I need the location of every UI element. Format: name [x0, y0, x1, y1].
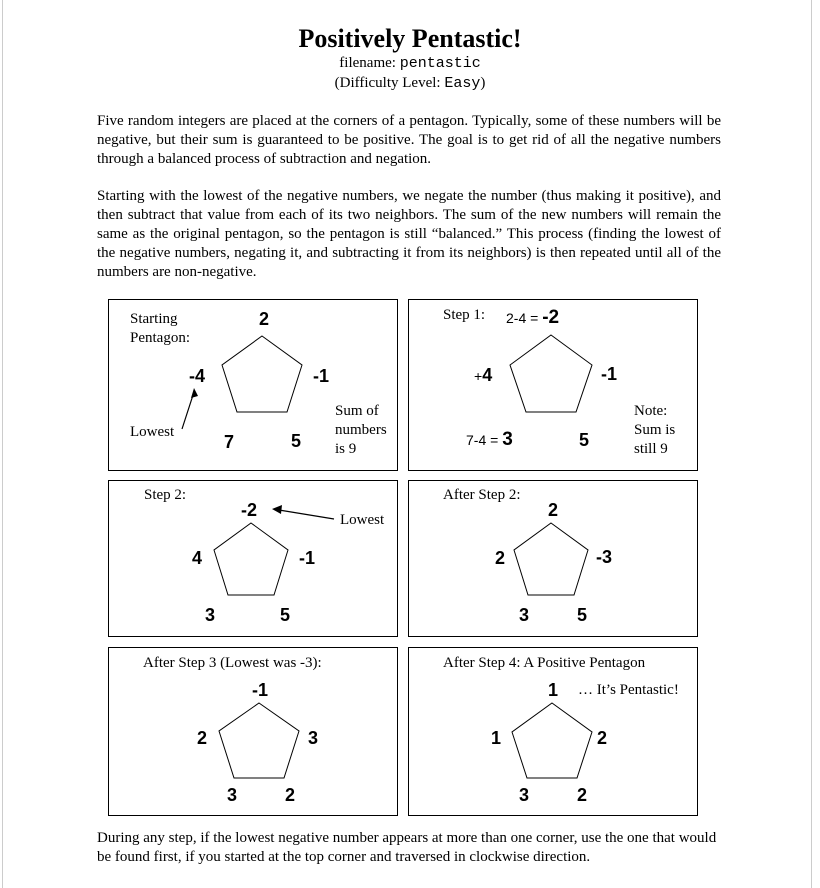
panel-label: After Step 3 (Lowest was -3): [143, 655, 322, 671]
difficulty-value: Easy [444, 75, 481, 92]
panel-label: After Step 4: A Positive Pentagon [443, 655, 646, 671]
sum-note: numbers [335, 422, 387, 438]
corner-bottom-left: 3 [519, 785, 530, 805]
corner-bottom-left: 3 [227, 785, 238, 805]
lowest-label: Lowest [130, 424, 175, 440]
sum-note: Sum is [634, 422, 676, 438]
tagline: … It’s Pentastic! [578, 682, 679, 698]
panel-starting-pentagon [108, 299, 398, 471]
arrow-head-icon [191, 388, 198, 398]
corner-right: -1 [299, 548, 316, 568]
lowest-arrow [279, 510, 334, 519]
corner-bottom-right: 5 [579, 430, 590, 450]
panel-step-2 [108, 480, 398, 637]
corner-bottom-right: 2 [577, 785, 588, 805]
corner-right: -3 [596, 547, 613, 567]
sum-note: still 9 [634, 441, 668, 457]
page-title: Positively Pentastic! [298, 24, 522, 53]
footer-note: During any step, if the lowest negative number appears at more than one corner, use the one that would be found first, if you started at the top corner and traversed in clockwise direction. [97, 830, 717, 865]
filename-value: pentastic [399, 55, 481, 72]
panel-after-step-2 [408, 480, 698, 637]
equation-text: 7-4 = [466, 432, 499, 448]
corner-top: -1 [252, 680, 269, 700]
corner-bottom-left-equation [466, 430, 513, 450]
corner-left: 1 [491, 728, 502, 748]
filename-line [0, 55, 820, 72]
pentagon-shape [409, 648, 699, 817]
corner-bottom-right: 5 [280, 605, 291, 625]
filename-label: filename: [339, 55, 396, 71]
corner-top: -2 [542, 307, 560, 328]
corner-right: 2 [597, 728, 608, 748]
arrow-head-icon [272, 505, 282, 514]
corner-bottom-left: 3 [519, 605, 530, 625]
corner-bottom-right: 2 [285, 785, 296, 805]
sum-note: Note: [634, 403, 668, 419]
difficulty-line [0, 75, 820, 92]
difficulty-close: ) [480, 75, 486, 91]
intro-paragraph-1: Five random integers are placed at the corners of a pentagon. Typically, some of these numbers will be negative, but their sum is guaranteed to be positive. The goal is to get rid of all the negative numbers through a balanced process of subtraction and negation. [97, 113, 721, 167]
corner-top: -2 [241, 500, 258, 520]
corner-left: -4 [189, 366, 206, 386]
panel-after-step-3 [108, 647, 398, 816]
corner-top: 2 [548, 500, 559, 520]
panel-after-step-4 [408, 647, 698, 816]
panel-label: Pentagon: [130, 330, 190, 346]
corner-top-equation [506, 308, 559, 328]
equation-text: 2-4 = [506, 310, 539, 326]
corner-top: 1 [548, 680, 559, 700]
corner-left: 2 [197, 728, 208, 748]
page-edge-right [811, 0, 812, 888]
sum-note: is 9 [335, 441, 357, 457]
panel-label: Starting [130, 311, 178, 327]
corner-bottom-left: 3 [205, 605, 216, 625]
cut-off-previous-heading [0, 0, 820, 10]
corner-bottom-left: 3 [502, 429, 513, 450]
corner-left-value: 4 [482, 365, 493, 385]
pentagon-shape [109, 648, 399, 817]
corner-right: 3 [308, 728, 319, 748]
corner-right: -1 [601, 364, 618, 384]
difficulty-label: (Difficulty Level: [334, 75, 441, 91]
panel-label: Step 2: [144, 487, 187, 503]
corner-left: 2 [495, 548, 506, 568]
panel-label: After Step 2: [443, 487, 521, 503]
corner-top: 2 [259, 309, 270, 329]
panel-step-1 [408, 299, 698, 471]
panel-label: Step 1: [443, 307, 486, 323]
lowest-label: Lowest [340, 512, 385, 528]
sum-note: Sum of [335, 403, 379, 419]
corner-left: 4 [192, 548, 203, 568]
corner-bottom-right: 5 [291, 431, 302, 451]
corner-bottom-right: 5 [577, 605, 588, 625]
corner-left [474, 365, 492, 386]
corner-right: -1 [313, 366, 330, 386]
page-edge-left [2, 0, 3, 888]
intro-paragraph-2: Starting with the lowest of the negative numbers, we negate the number (thus making it positive), and then subtract that value from each of its two neighbors. The sum of the new numbers will remain the same as the original pentagon, so the pentagon is still “balanced.” This process (finding the lowest of the negative numbers, negating it, and subtracting it from its neighbors) is then repeated until all of the numbers are non-negative. [97, 188, 721, 280]
plus-sign: + [474, 368, 483, 384]
corner-bottom-left: 7 [224, 432, 235, 452]
